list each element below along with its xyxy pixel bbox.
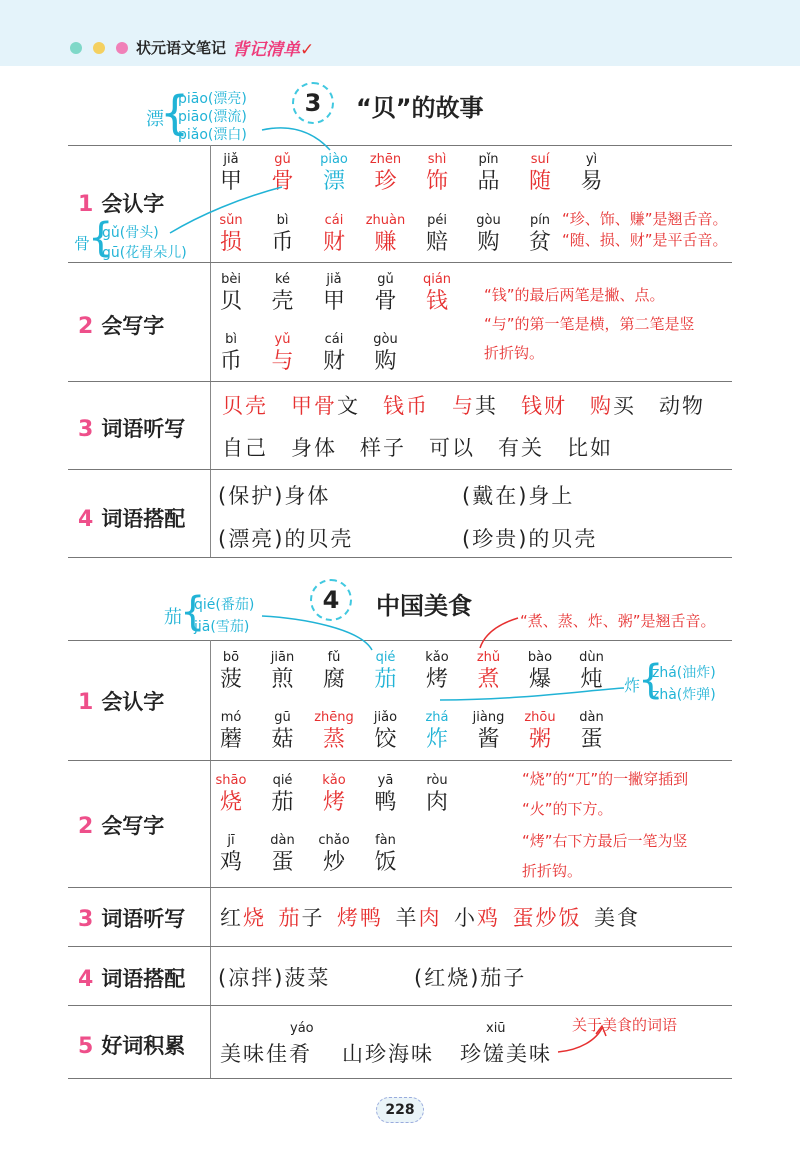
collocation-item: (漂亮)的贝壳 [218, 527, 354, 551]
pinyin: péi [427, 213, 447, 228]
annotation-reading: zhà(炸弹) [652, 687, 716, 703]
pinyin: qié [375, 650, 396, 665]
hanzi: 菠 [219, 667, 242, 692]
pinyin: jiǎ [326, 272, 342, 287]
hanzi: 钱 [425, 289, 448, 314]
pinyin: cái [324, 213, 344, 228]
pinyin: xiū [486, 1021, 506, 1036]
hanzi: 损 [219, 230, 242, 255]
row-label: 5 好词积累 [78, 1034, 186, 1059]
hanzi: 甲 [322, 289, 345, 314]
hanzi: 菇 [271, 727, 294, 752]
row-label: 4 词语搭配 [78, 507, 186, 532]
pinyin: cái [324, 332, 344, 347]
pinyin: zhuàn [365, 213, 406, 228]
pinyin: piào [320, 152, 348, 167]
word-part: 文 [337, 394, 360, 418]
collocation-item: (戴在)身上 [462, 484, 575, 508]
word-part: 与 [452, 394, 475, 418]
hanzi: 财 [322, 230, 345, 255]
pinyin: jī [227, 833, 235, 848]
arrow-line [262, 128, 330, 150]
word-part: 鸡 [477, 906, 500, 930]
pinyin: yā [377, 773, 394, 788]
pinyin: zhēn [369, 152, 402, 167]
row-label: 2 会写字 [78, 314, 165, 339]
hanzi: 币 [219, 349, 242, 374]
hanzi: 炒 [322, 850, 345, 875]
pinyin: jiān [270, 650, 295, 665]
annotation-reading: piāo(漂亮) [178, 91, 247, 107]
word-part: 小 [454, 906, 477, 930]
collocation-item: (保护)身体 [218, 484, 331, 508]
pinyin: kǎo [425, 650, 449, 665]
collocation-item: (红烧)茄子 [414, 966, 527, 990]
hanzi: 煎 [271, 667, 294, 692]
word-item: 山珍海味 [342, 1042, 434, 1066]
pinyin: shì [427, 152, 447, 167]
pinyin: bì [276, 213, 289, 228]
word-item: 珍馐美味 [460, 1042, 552, 1066]
row-label: 1 会认字 [78, 690, 165, 715]
word-part: 贝壳 [222, 394, 268, 418]
note: “随、损、财”是平舌音。 [562, 231, 728, 249]
row-label: 2 会写字 [78, 814, 165, 839]
brace-icon: { [88, 215, 114, 261]
pinyin: gǔ [377, 272, 394, 287]
arrow-line [262, 616, 372, 650]
hanzi: 饭 [374, 850, 397, 875]
hanzi: 腐 [322, 667, 345, 692]
annotation-reading: piāo(漂流) [178, 109, 247, 125]
word-item: 美味佳肴 [220, 1042, 312, 1066]
row-label: 1 会认字 [78, 192, 165, 217]
annotation-reading: jiā(雪茄) [194, 619, 250, 635]
hanzi: 与 [271, 349, 294, 374]
pinyin: chǎo [318, 833, 350, 848]
word-part: 烤鸭 [337, 906, 383, 930]
pinyin: dàn [579, 710, 604, 725]
row-label: 3 词语听写 [78, 417, 186, 442]
word-part: 蛋炒饭 [512, 906, 582, 930]
pinyin: dàn [270, 833, 295, 848]
word-part: 比如 [567, 436, 613, 460]
word-part: 羊 [395, 906, 419, 930]
pinyin: bō [222, 650, 240, 665]
pinyin: ròu [426, 773, 448, 788]
pinyin: yǔ [274, 332, 291, 347]
brace-icon: { [160, 86, 190, 140]
annotation-char: 炸 [624, 676, 641, 695]
pinyin: gòu [373, 332, 398, 347]
word-part: 其 [475, 394, 498, 418]
arrow-line [480, 618, 518, 648]
collocation-item: (珍贵)的贝壳 [462, 527, 598, 551]
word-part: 烧 [243, 906, 266, 930]
word-part: 动物 [659, 394, 705, 418]
arrow-line [558, 1028, 602, 1052]
pinyin: gū [274, 710, 291, 725]
word-part: 钱币 [383, 394, 429, 418]
pinyin: fǔ [327, 650, 341, 665]
annotation-char: 茄 [164, 607, 182, 628]
hanzi: 蛋 [580, 727, 603, 752]
note: “烧”的“兀”的一撇穿插到 [522, 770, 689, 788]
pinyin: mó [220, 710, 242, 725]
pinyin: kǎo [322, 773, 346, 788]
header-subtitle: 背记清单✓ [232, 40, 315, 60]
hanzi: 酱 [477, 727, 500, 752]
row-label: 4 词语搭配 [78, 967, 186, 992]
note: “珍、饰、赚”是翘舌音。 [562, 210, 728, 228]
hanzi: 炸 [425, 727, 448, 752]
word-part: 茄 [278, 906, 302, 930]
hanzi: 骨 [374, 289, 397, 314]
word-part: 肉 [418, 906, 442, 930]
page-number: 228 [376, 1097, 424, 1123]
pinyin: bì [225, 332, 237, 347]
hanzi: 赔 [425, 230, 448, 255]
hanzi: 品 [477, 169, 500, 194]
annotation-reading: gǔ(骨头) [102, 225, 159, 241]
hanzi: 烤 [322, 790, 345, 815]
pinyin: shāo [215, 773, 247, 788]
pinyin: jiàng [472, 710, 505, 725]
pinyin: suí [530, 152, 550, 167]
word-part: 钱财 [521, 394, 567, 418]
hanzi: 炖 [580, 667, 603, 692]
pinyin: fàn [375, 833, 396, 848]
word-part: 买 [613, 394, 636, 418]
pinyin: zhá [425, 710, 449, 725]
hanzi: 购 [374, 349, 397, 374]
word-part: 甲骨 [291, 394, 337, 418]
word-part: 红 [220, 906, 243, 930]
annotation-reading: piǎo(漂白) [178, 127, 247, 143]
pinyin: qié [272, 773, 293, 788]
hanzi: 币 [271, 230, 294, 255]
note: 关于美食的词语 [572, 1016, 678, 1034]
lesson-number: 3 [292, 82, 334, 124]
hanzi: 茄 [271, 790, 294, 815]
pinyin: yì [585, 152, 598, 167]
brace-icon: { [638, 657, 664, 703]
word-part: 美食 [594, 906, 640, 930]
brace-icon: { [180, 589, 206, 635]
pinyin: sǔn [219, 213, 243, 228]
pinyin: yáo [290, 1021, 314, 1036]
pinyin: pǐn [478, 152, 499, 167]
note: “与”的第一笔是横，第二笔是竖 [484, 315, 695, 333]
hanzi: 鸭 [374, 790, 397, 815]
hanzi: 肉 [425, 790, 448, 815]
word-part: 子 [301, 906, 325, 930]
hanzi: 蛋 [271, 850, 294, 875]
annotation-char: 骨 [74, 234, 91, 253]
hanzi: 骨 [271, 169, 294, 194]
hanzi: 壳 [271, 289, 294, 314]
note: 折折钩。 [484, 344, 545, 362]
annotation-reading: zhá(油炸) [652, 665, 716, 681]
annotation-reading: qié(番茄) [194, 597, 255, 613]
hanzi: 贝 [219, 289, 242, 314]
pinyin: pín [529, 213, 551, 228]
pinyin: jiǎo [373, 710, 398, 725]
lesson-title: 中国美食 [376, 592, 472, 620]
pinyin: bèi [221, 272, 241, 287]
hanzi: 烧 [219, 790, 242, 815]
pinyin: dùn [579, 650, 604, 665]
hanzi: 烤 [425, 667, 448, 692]
hanzi: 贫 [528, 230, 551, 255]
hanzi: 蘑 [219, 727, 242, 752]
hanzi: 珍 [374, 169, 397, 194]
lesson-number: 4 [310, 579, 352, 621]
annotation-reading: gū(花骨朵儿) [102, 245, 187, 261]
word-part: 自己 [222, 436, 268, 460]
pinyin: zhēng [314, 710, 354, 725]
hanzi: 随 [528, 169, 551, 194]
hanzi: 赚 [374, 230, 397, 255]
word-part: 身体 [291, 436, 337, 460]
word-part: 有关 [498, 436, 544, 460]
hanzi: 蒸 [322, 727, 345, 752]
hanzi: 漂 [322, 169, 345, 194]
word-part: 购 [590, 394, 613, 418]
note: “火”的下方。 [522, 800, 613, 818]
hanzi: 甲 [219, 169, 242, 194]
collocation-item: (凉拌)菠菜 [218, 966, 331, 990]
pinyin: zhōu [524, 710, 556, 725]
hanzi: 茄 [374, 667, 397, 692]
word-part: 样子 [360, 436, 406, 460]
pinyin: qián [422, 272, 452, 287]
annotation-char: 漂 [146, 109, 164, 130]
header-title: 状元语文笔记 [136, 39, 227, 57]
hanzi: 饺 [374, 727, 397, 752]
hanzi: 爆 [528, 667, 551, 692]
hanzi: 财 [322, 349, 345, 374]
hanzi: 煮 [477, 667, 500, 692]
arrow-line [170, 187, 282, 233]
hanzi: 粥 [528, 727, 551, 752]
pinyin: gǔ [274, 152, 291, 167]
pinyin: ké [274, 272, 291, 287]
row-label: 3 词语听写 [78, 907, 186, 932]
hanzi: 购 [477, 230, 500, 255]
lesson-title: “贝”的故事 [356, 94, 484, 122]
note: “钱”的最后两笔是撇、点。 [484, 286, 665, 304]
note: “煮、蒸、炸、粥”是翘舌音。 [520, 612, 716, 630]
pinyin: gòu [476, 213, 501, 228]
word-part: 可以 [429, 436, 475, 460]
note: “烤”右下方最后一笔为竖 [522, 832, 688, 850]
pinyin: zhǔ [476, 650, 501, 665]
hanzi: 鸡 [219, 850, 242, 875]
note: 折折钩。 [522, 862, 583, 880]
pinyin: jiǎ [223, 152, 239, 167]
hanzi: 易 [580, 169, 603, 194]
pinyin: bào [527, 650, 553, 665]
arrow-line [440, 688, 624, 700]
hanzi: 饰 [425, 169, 448, 194]
